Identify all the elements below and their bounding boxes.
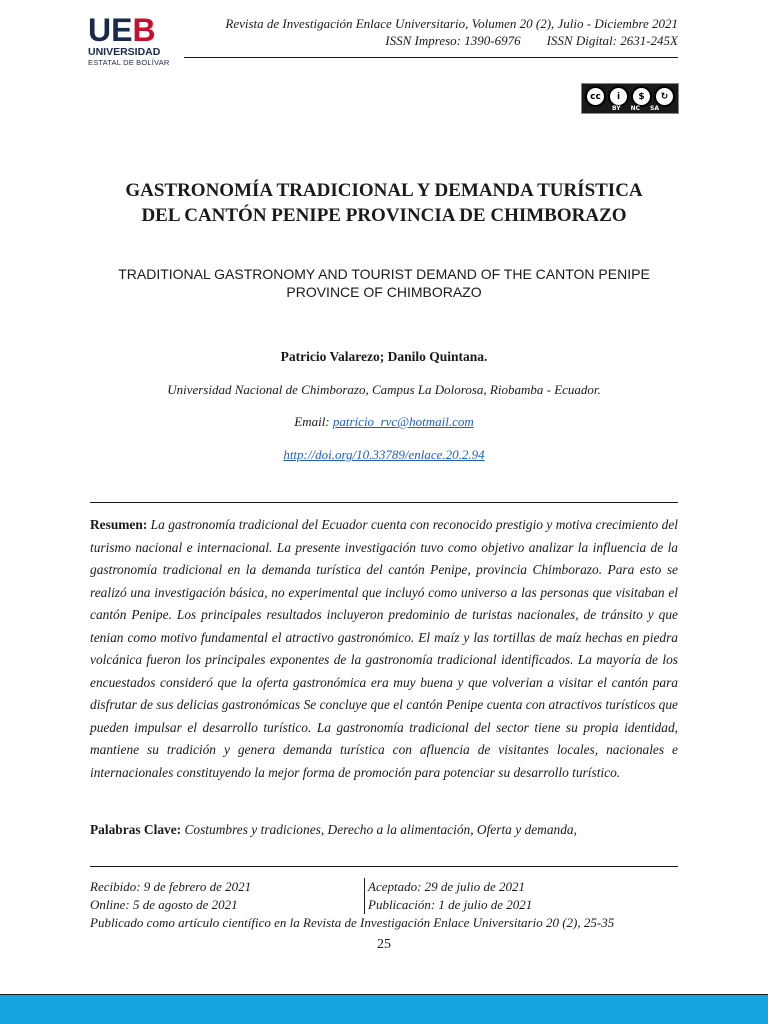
published-note: Publicado como artículo científico en la Revista de Investigación Enlace Universitario 20 (2), 25-35 bbox=[90, 915, 615, 930]
issn-print: ISSN Impreso: 1390-6976 bbox=[385, 33, 521, 48]
logo-name: UNIVERSIDAD bbox=[88, 46, 161, 58]
doi-link[interactable]: http://doi.org/10.33789/enlace.20.2.94 bbox=[283, 447, 485, 462]
dates-left-column bbox=[90, 878, 360, 914]
affiliation: Universidad Nacional de Chimborazo, Campus La Dolorosa, Riobamba - Ecuador. bbox=[167, 382, 601, 397]
title-es-line-1: GASTRONOMÍA TRADICIONAL Y DEMANDA TURÍSTICA bbox=[125, 180, 643, 201]
dates-right-column bbox=[364, 878, 668, 914]
email-label: Email: bbox=[294, 414, 333, 429]
keywords-label: Palabras Clave: bbox=[90, 822, 182, 837]
license-label-sa: SA bbox=[650, 105, 659, 112]
footer-color-bar bbox=[0, 994, 768, 1024]
license-label-nc: NC bbox=[630, 105, 641, 112]
logo-acronym-main: UE bbox=[88, 12, 133, 48]
page-number: 25 bbox=[377, 937, 391, 952]
title-en-line-1: TRADITIONAL GASTRONOMY AND TOURIST DEMAND OF THE CANTON PENIPE bbox=[118, 266, 650, 282]
keywords bbox=[90, 819, 678, 841]
abstract-top-divider bbox=[90, 502, 678, 503]
logo-acronym-accent: B bbox=[132, 12, 156, 48]
nc-icon: $ bbox=[631, 86, 652, 107]
article-title-english bbox=[60, 265, 708, 301]
doi-line bbox=[0, 447, 768, 463]
cc-icon: cc bbox=[585, 86, 606, 107]
article-title-spanish bbox=[60, 178, 708, 228]
title-en-line-2: PROVINCE OF CHIMBORAZO bbox=[286, 284, 482, 300]
email-link[interactable]: patricio_rvc@hotmail.com bbox=[332, 414, 474, 429]
date-publication: Publicación: 1 de julio de 2021 bbox=[368, 897, 533, 912]
email-line bbox=[0, 414, 768, 430]
title-es-line-2: DEL CANTÓN PENIPE PROVINCIA DE CHIMBORAZO bbox=[141, 205, 627, 226]
issn-digital: ISSN Digital: 2631-245X bbox=[546, 33, 678, 48]
journal-citation: Revista de Investigación Enlace Universitario, Volumen 20 (2), Julio - Diciembre 2021 bbox=[225, 16, 678, 31]
date-online: Online: 5 de agosto de 2021 bbox=[90, 897, 238, 912]
header-divider bbox=[184, 57, 678, 58]
license-icons bbox=[585, 86, 675, 107]
date-accepted: Aceptado: 29 de julio de 2021 bbox=[368, 879, 526, 894]
abstract bbox=[90, 514, 678, 784]
abstract-text: La gastronomía tradicional del Ecuador cuenta con reconocido prestigio y motiva crecimiento del turismo nacional e internacional. La presente investigación tuvo como objetivo analizar la influencia de la gastronomía tradicional en la demanda turística del cantón Penipe, provincia Chimborazo. Para esto se realizó una investigación básica, no experimental que incluyó como universo a las personas que visitaban el cantón Penipe. Los principales resultados incluyeron predominio de turistas nacionales, de tránsito y que tenian como motivo fundamental el atractivo gastronómico. El maíz y las tortillas de maíz hechas en piedra volcánica fueron los principales exponentes de la gastronomía tradicional identificados. La mayoría de los encuestados consideró que la oferta gastronómica era muy buena y que volverian a visitar el cantón para disfrutar de sus delicias gastronómicas Se concluye que el cantón Penipe cuenta con atractivos turísticos que pueden impulsar el desarrollo turístico. La gastronomía tradicional del sector tiene su propia identidad, mantiene su tradición y genera demanda turística con afluencia de visitantes locales, nacionales e internacionales constituyendo la mejor forma de promoción para potenciar su desarrollo turístico. bbox=[90, 517, 678, 780]
cc-license-badge[interactable] bbox=[581, 83, 679, 114]
logo-acronym bbox=[88, 12, 180, 48]
sa-icon: ↻ bbox=[654, 86, 675, 107]
university-logo bbox=[88, 12, 180, 71]
abstract-label: Resumen: bbox=[90, 517, 148, 532]
authors: Patricio Valarezo; Danilo Quintana. bbox=[280, 349, 488, 364]
journal-header bbox=[225, 15, 678, 49]
license-label-by: BY bbox=[612, 105, 621, 112]
date-received: Recibido: 9 de febrero de 2021 bbox=[90, 879, 252, 894]
license-labels bbox=[612, 105, 659, 112]
issn-line bbox=[225, 32, 678, 49]
footer-divider bbox=[90, 866, 678, 867]
logo-subname: ESTATAL DE BOLÍVAR bbox=[88, 58, 170, 67]
by-icon: i bbox=[608, 86, 629, 107]
keywords-text: Costumbres y tradiciones, Derecho a la alimentación, Oferta y demanda, bbox=[181, 822, 577, 837]
